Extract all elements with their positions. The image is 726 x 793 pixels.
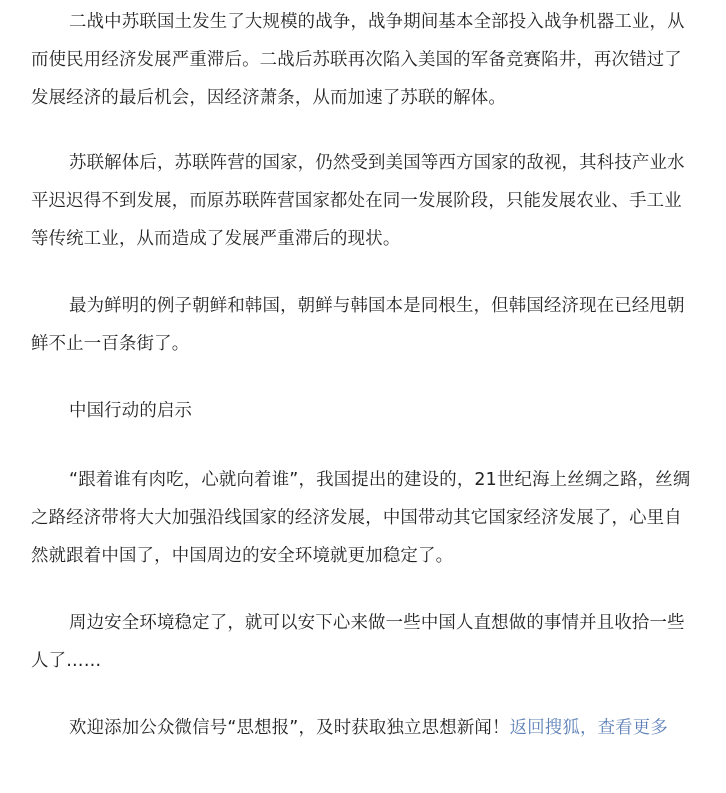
article-paragraph: “跟着谁有肉吃，心就向着谁”，我国提出的建设的，21世纪海上丝绸之路，丝绸之路经济带将大大加强沿线国家的经济发展，中国带动其它国家经济发展了，心里自然就跟着中国了，中国周边的安全环境就更加稳定了。 — [31, 470, 691, 566]
footer-paragraph — [31, 709, 695, 747]
article-paragraph: 二战中苏联国土发生了大规模的战争，战争期间基本全部投入战争机器工业，从而使民用经济发展严重滞后。二战后苏联再次陷入美国的军备竞赛陷井，再次错过了发展经济的最后机会，因经济萧条，从而加速了苏联的解体。 — [31, 12, 685, 108]
article-paragraph: 苏联解体后，苏联阵营的国家，仍然受到美国等西方国家的敌视，其科技产业水平迟迟得不到发展，而原苏联阵营国家都处在同一发展阶段，只能发展农业、手工业等传统工业，从而造成了发展严重滞后的现状。 — [31, 153, 685, 249]
back-to-sohu-link[interactable]: 返回搜狐， — [509, 718, 598, 738]
article-paragraph: 周边安全环境稳定了，就可以安下心来做一些中国人直想做的事情并且收拾一些人了…… — [31, 613, 685, 671]
article-paragraph: 最为鲜明的例子朝鲜和韩国，朝鲜与韩国本是同根生，但韩国经济现在已经甩朝鲜不止一百条街了。 — [31, 296, 685, 354]
view-more-link[interactable]: 查看更多 — [597, 718, 668, 738]
section-heading: 中国行动的启示 — [69, 401, 193, 421]
footer-text: 欢迎添加公众微信号“思想报”，及时获取独立思想新闻！ — [69, 718, 510, 738]
